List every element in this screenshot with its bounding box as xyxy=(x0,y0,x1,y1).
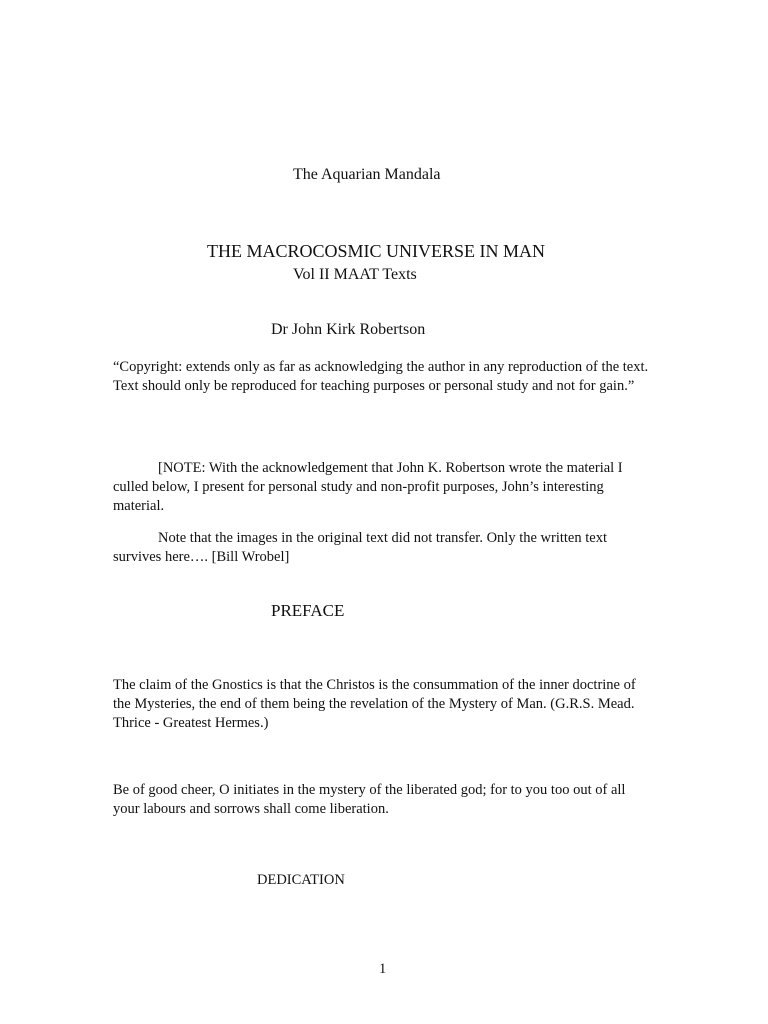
volume-subtitle: Vol II MAAT Texts xyxy=(293,266,417,283)
copyright-notice: “Copyright: extends only as far as acknowledging the author in any reproduction of the text. Text should only be reproduced for teaching purposes or personal study and not for gain.” xyxy=(113,359,649,394)
main-title: THE MACROCOSMIC UNIVERSE IN MAN xyxy=(207,241,546,261)
preface-quote-2: Be of good cheer, O initiates in the mystery of the liberated god; for to you too out of all your labours and sorrows shall come liberation. xyxy=(113,782,626,817)
dedication-heading: DEDICATION xyxy=(257,872,345,888)
preface-quote-1: The claim of the Gnostics is that the Christos is the consummation of the inner doctrine of the Mysteries, the end of them being the revelation of the Mystery of Man. (G.R.S. Mead. Thrice - Greatest Hermes.) xyxy=(113,677,636,731)
series-title: The Aquarian Mandala xyxy=(293,166,441,183)
author-name: Dr John Kirk Robertson xyxy=(271,321,426,338)
note-paragraph-1: [NOTE: With the acknowledgement that John K. Robertson wrote the material I culled below, I present for personal study and non-profit purposes, John’s interesting material. xyxy=(113,460,623,514)
preface-heading: PREFACE xyxy=(271,601,345,620)
note-paragraph-2: Note that the images in the original text did not transfer. Only the written text survives here…. [Bill Wrobel] xyxy=(113,530,607,565)
page-number: 1 xyxy=(379,961,387,977)
